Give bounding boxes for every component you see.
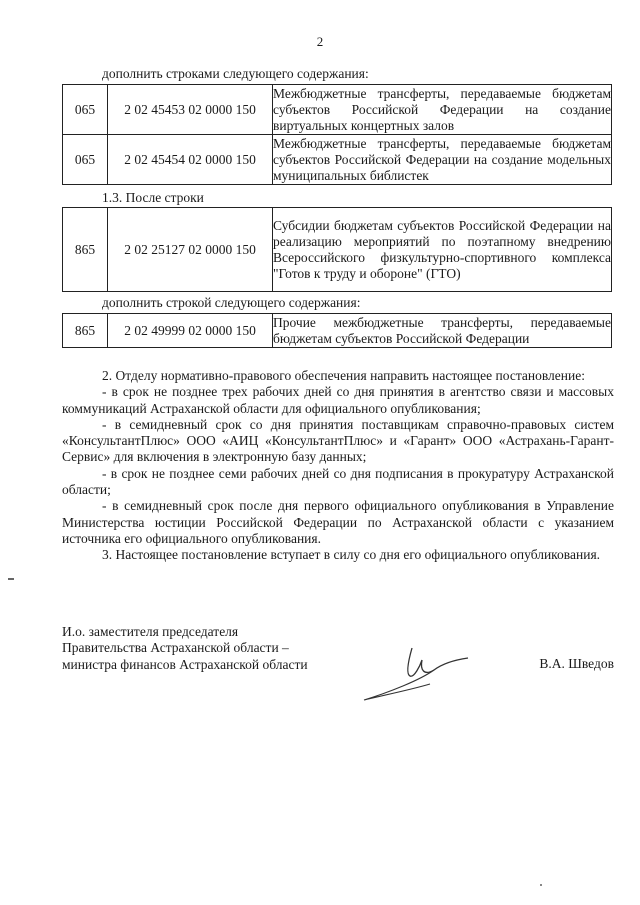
signatory-line-3: министра финансов Астраханской области [62, 656, 308, 672]
signatory-title [62, 624, 308, 673]
table-row [63, 208, 612, 292]
add-row-line: дополнить строкой следующего содержания: [102, 295, 361, 310]
table-existing-row [62, 207, 612, 292]
description-cell: Прочие межбюджетные трансферты, передаваемые бюджетам субъектов Российской Федерации [273, 314, 611, 346]
table-new-row [62, 313, 612, 348]
table-new-rows [62, 84, 612, 185]
paragraph-3: 3. Настоящее постановление вступает в силу со дня его официального опубликования. [102, 547, 601, 563]
budget-code-cell: 2 02 45453 02 0000 150 [108, 85, 273, 135]
paragraph-item-ministry-justice: - в семидневный срок после дня первого официального опубликования в Управление Министерства юстиции Российской Федерации по Астраханской области с указанием источника его официального опубликования. [62, 498, 614, 546]
signatory-name: В.А. Шведов [539, 656, 614, 671]
table-row [63, 85, 612, 135]
admin-code-cell: 865 [63, 208, 108, 292]
description-cell: Межбюджетные трансферты, передаваемые бюджетам субъектов Российской Федерации на создание модельных муниципальных библистек [273, 135, 611, 183]
admin-code-cell: 865 [63, 314, 108, 348]
budget-code-cell: 2 02 45454 02 0000 150 [108, 135, 273, 185]
budget-code-cell: 2 02 25127 02 0000 150 [108, 208, 273, 292]
paragraph-2: 2. Отделу нормативно-правового обеспечения направить настоящее постановление: [102, 368, 585, 383]
scan-mark [8, 578, 14, 580]
signatory-line-2: Правительства Астраханской области – [62, 640, 289, 656]
after-row-line: 1.3. После строки [102, 190, 204, 205]
admin-code-cell: 065 [63, 85, 108, 135]
budget-code-cell: 2 02 49999 02 0000 150 [108, 314, 273, 348]
table-row [63, 135, 612, 185]
add-rows-line: дополнить строками следующего содержания: [102, 66, 369, 81]
admin-code-cell: 065 [63, 135, 108, 185]
scan-mark [540, 884, 542, 886]
paragraph-item-agency: - в срок не позднее трех рабочих дней со дня принятия в агентство связи и массовых коммуникаций Астраханской области для официального опубликования; [62, 384, 614, 416]
paragraph-item-prosecutor: - в срок не позднее семи рабочих дней со дня подписания в прокуратуру Астраханской области; [62, 465, 614, 498]
signatory-line-1: И.о. заместителя председателя [62, 624, 239, 639]
description-cell: Межбюджетные трансферты, передаваемые бюджетам субъектов Российской Федерации на создание виртуальных концертных залов [273, 85, 611, 133]
table-row [63, 314, 612, 348]
paragraph-item-legal-systems: - в семидневный срок со дня принятия поставщикам справочно-правовых систем «КонсультантПлюс» ООО «АИЦ «КонсультантПлюс» и «Гарант» ООО «Астрахань-Гарант-Сервис» для включения в электронную базу данных; [62, 416, 614, 465]
description-cell: Субсидии бюджетам субъектов Российской Федерации на реализацию мероприятий по поэтапному внедрению Всероссийского физкультурно-спортивного комплекса "Готов к труду и обороне" (ГТО) [273, 208, 612, 292]
handwritten-signature [350, 640, 480, 715]
page-number: 2 [316, 34, 324, 49]
instructions-body [62, 368, 614, 564]
